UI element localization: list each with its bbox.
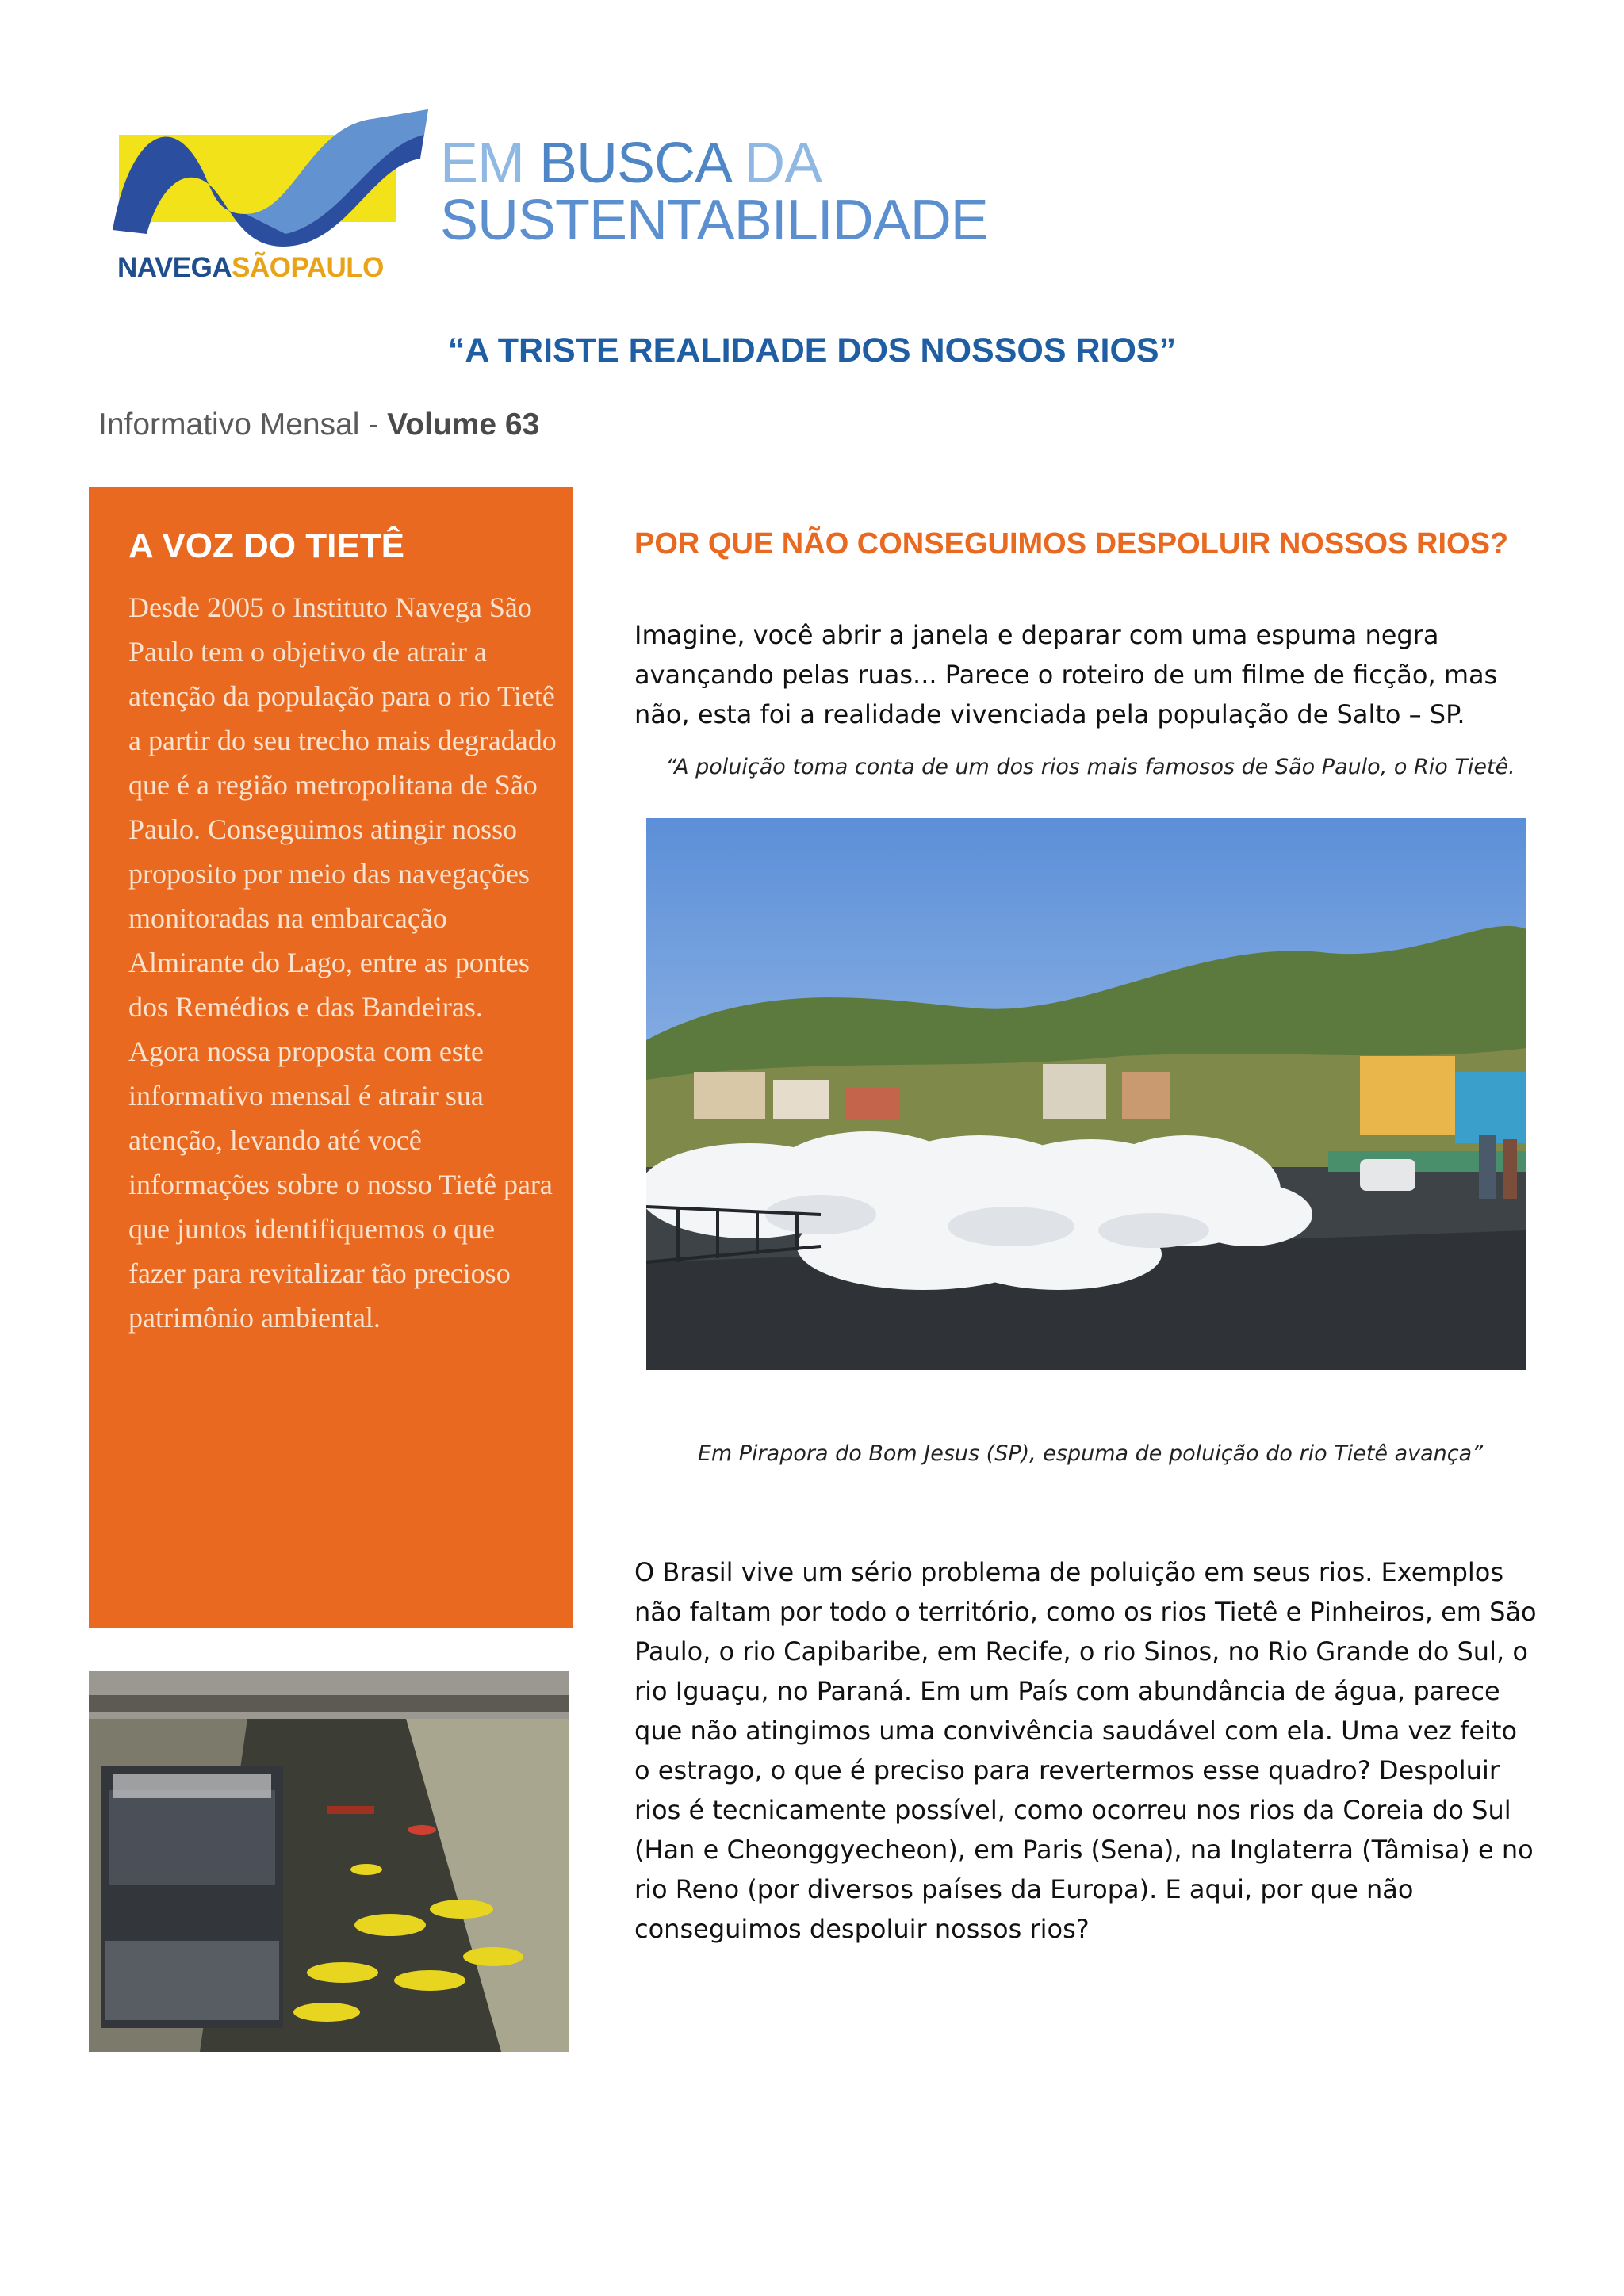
logo-brand-saopaulo: SÃOPAULO <box>232 252 384 283</box>
sidebar-title: A VOZ DO TIETÊ <box>128 526 404 565</box>
logo <box>111 103 988 289</box>
photo-quote: “A poluição toma conta de um dos rios mais famosos de São Paulo, o Rio Tietê. <box>665 755 1515 779</box>
article-intro: Imagine, você abrir a janela e deparar com uma espuma negra avançando pelas ruas... Parece o roteiro de um filme de ficção, mas não, esta foi a realidade vivenciada pela população de Salto – SP. <box>634 620 1498 729</box>
river-boat-photo <box>89 1671 569 2052</box>
logo-wave-graphic <box>111 103 444 254</box>
logo-tagline-em: EM <box>440 132 524 195</box>
photo-caption: Em Pirapora do Bom Jesus (SP), espuma de poluição do rio Tietê avança” <box>697 1441 1484 1466</box>
article-title: POR QUE NÃO CONSEGUIMOS DESPOLUIR NOSSOS RIOS? <box>634 527 1509 561</box>
logo-brand-navega: NAVEGA <box>117 252 232 283</box>
sidebar-box <box>89 487 573 1628</box>
page-headline: “A TRISTE REALIDADE DOS NOSSOS RIOS” <box>447 331 1177 369</box>
logo-tagline-da: DA <box>744 132 822 195</box>
logo-brand-text <box>117 252 384 284</box>
pollution-foam-photo <box>646 818 1526 1370</box>
volume-prefix: Informativo Mensal - <box>98 408 388 442</box>
article-body: O Brasil vive um sério problema de poluição em seus rios. Exemplos não faltam por todo o território, como os rios Tietê e Pinheiros, em São Paulo, o rio Capibaribe, em Recife, o rio Sinos, no Rio Grande do Sul, o rio Iguaçu, no Paraná. Em um País com abundância de água, parece que não atingimos uma convivência saudável com ela. Uma vez feito o estrago, o que é preciso para revertermos esse quadro? Despoluir rios é tecnicamente possível, como ocorreu nos rios da Coreia do Sul (Han e Cheonggyecheon), em Paris (Sena), na Inglaterra (Tâmisa) e no rio Reno (por diversos países da Europa). E aqui, por que não conseguimos despoluir nossos rios? <box>634 1557 1537 1944</box>
logo-tagline-busca: BUSCA <box>539 132 730 195</box>
volume-label: Volume 63 <box>387 408 540 442</box>
logo-tagline-line2: SUSTENTABILIDADE <box>440 189 988 252</box>
volume-line <box>98 408 539 442</box>
logo-tagline-line1 <box>440 132 822 195</box>
sidebar-body: Desde 2005 o Instituto Navega São Paulo tem o objetivo de atrair a atenção da população para o rio Tietê a partir do seu trecho mais degradado que é a região metropolitana de São Paulo. Conseguimos atingir nosso proposito por meio das navegações monitoradas na embarcação Almirante do Lago, entre as pontes dos Remédios e das Bandeiras. Agora nossa proposta com este informativo mensal é atrair sua atenção, levando até você informações sobre o nosso Tietê para que juntos identifiquemos o que fazer para revitalizar tão precioso patrimônio ambiental. <box>128 591 557 1334</box>
